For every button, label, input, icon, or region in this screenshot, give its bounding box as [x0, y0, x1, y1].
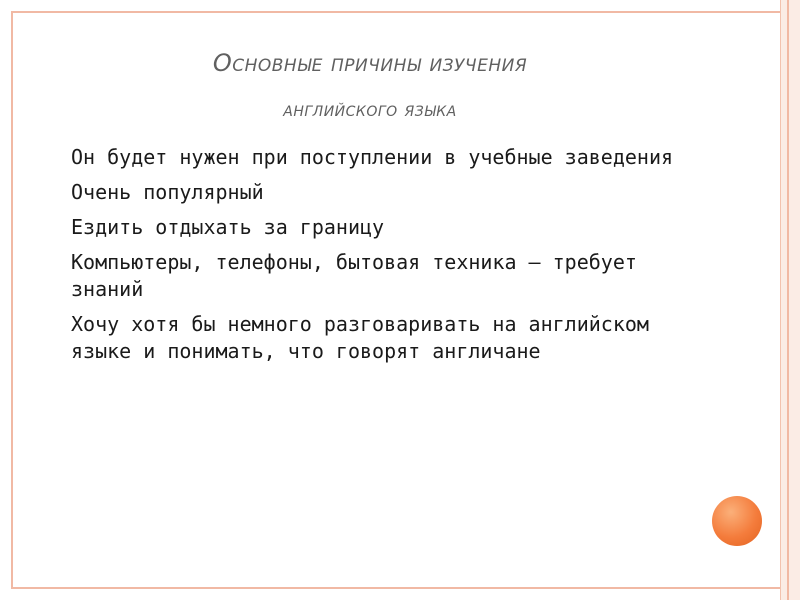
bullet-text: Компьютеры, телефоны, бытовая техника – требует знаний [71, 250, 637, 301]
title-line-1: Основные причины изучения [212, 49, 528, 77]
bullet-text: Ездить отдыхать за границу [71, 215, 385, 239]
decorative-orange-circle [712, 496, 762, 546]
bullet-text: Хочу хотя бы немного разговаривать на английском языке и понимать, что говорят англичане [71, 312, 649, 363]
edge-line [787, 0, 789, 600]
title-line-2: английского языка [283, 97, 457, 121]
bullet-item [44, 249, 704, 303]
bullet-text: Он будет нужен при поступлении в учебные заведения [71, 145, 674, 169]
slide-edge-band [780, 0, 800, 600]
bullet-item [44, 214, 704, 241]
bullet-list [44, 144, 704, 373]
slide-title [60, 40, 680, 132]
bullet-item [44, 179, 704, 206]
bullet-item [44, 144, 704, 171]
bullet-item [44, 311, 704, 365]
bullet-text: Очень популярный [71, 180, 264, 204]
